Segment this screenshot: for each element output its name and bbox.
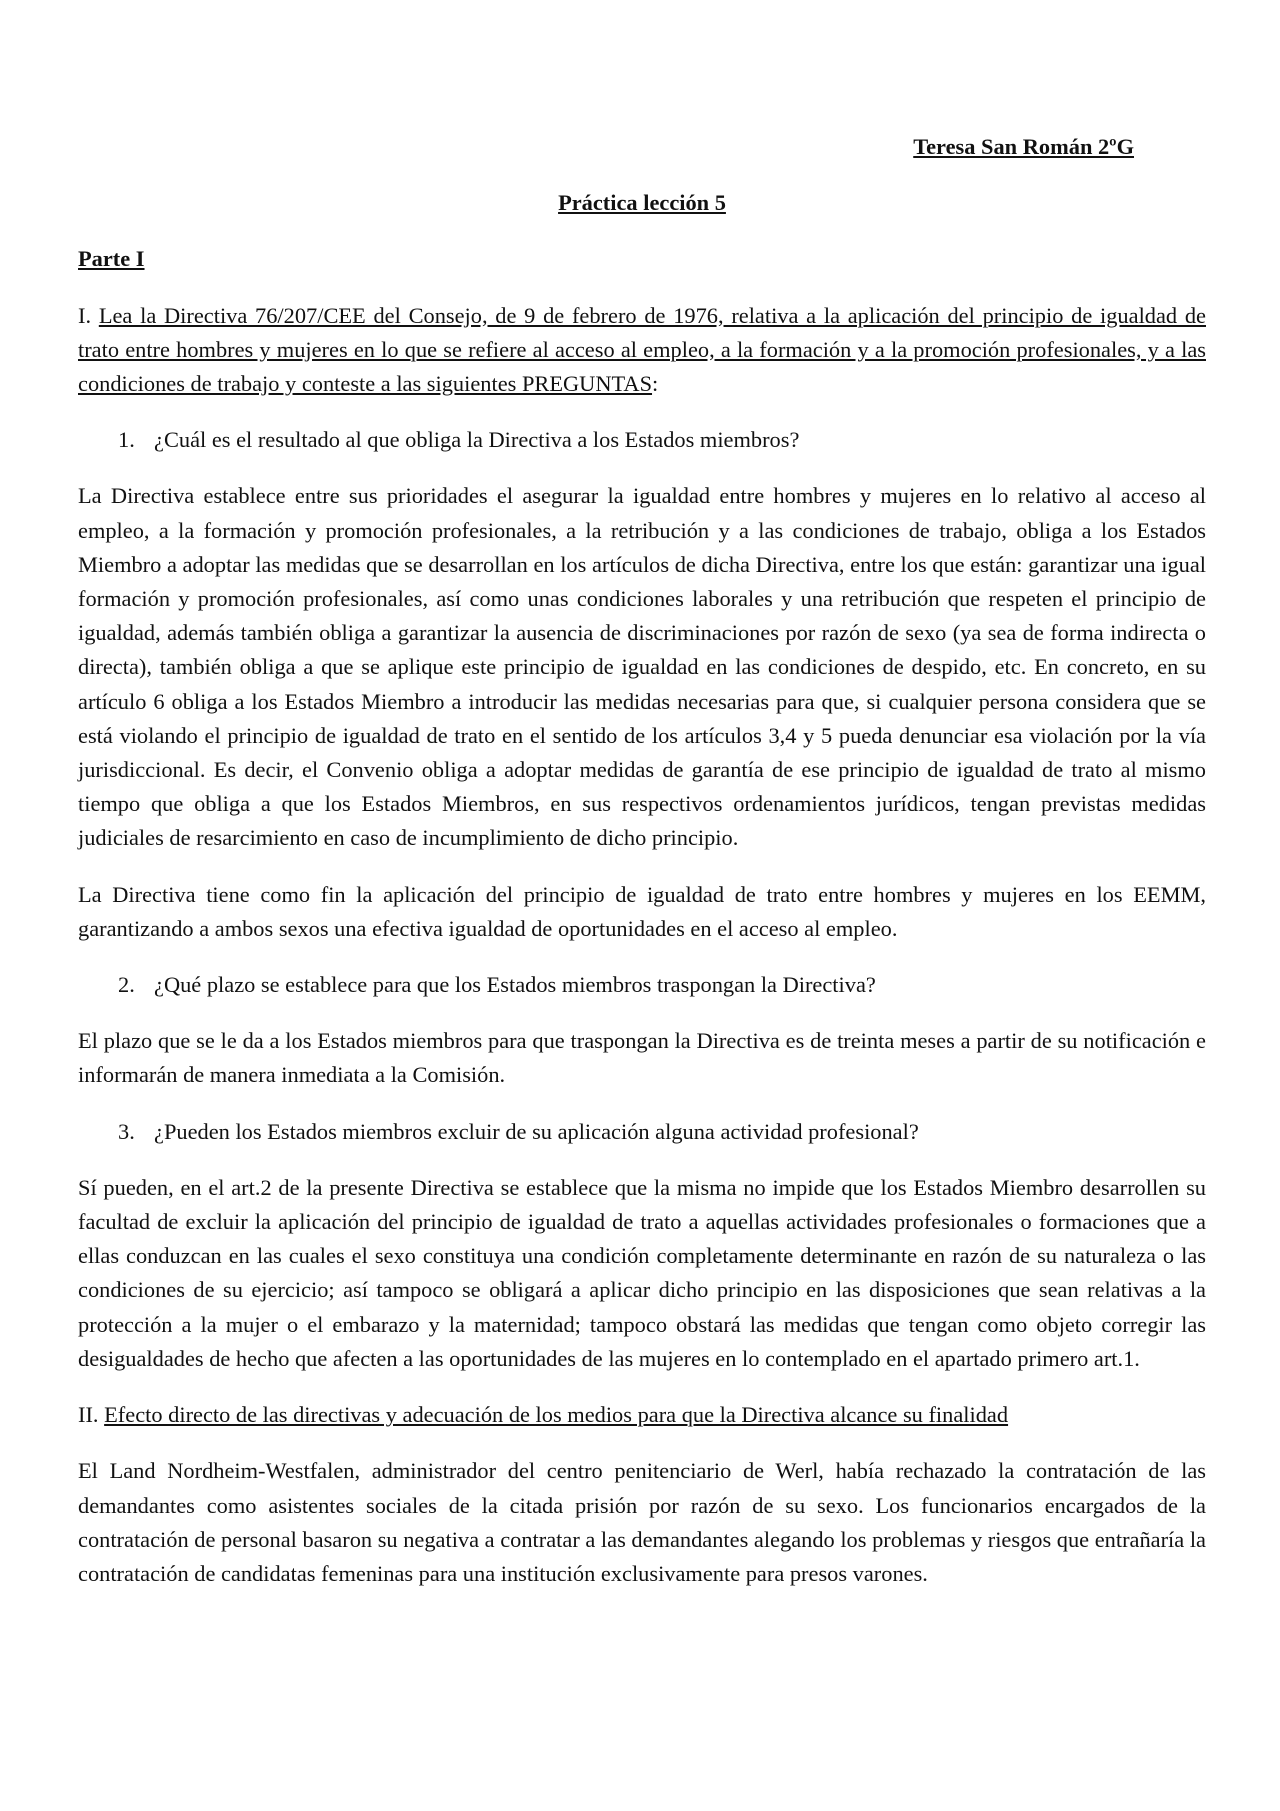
- author-name: Teresa San Román 2ºG: [913, 134, 1134, 159]
- question-1: [78, 423, 1206, 457]
- section1-prompt-text: Lea la Directiva 76/207/CEE del Consejo, de 9 de febrero de 1976, relativa a la aplicación del principio de igualdad de trato entre hombres y mujeres en lo que se refiere al acceso al empleo, a la formación y a la promoción profesionales, y a las condiciones de trabajo y conteste a las siguientes PREGUNTAS: [78, 302, 1206, 397]
- section2-heading-text: Efecto directo de las directivas y adecuación de los medios para que la Directiva alcance su finalidad: [104, 1402, 1009, 1428]
- answer-paragraph: La Directiva establece entre sus prioridades el asegurar la igualdad entre hombres y mujeres en lo relativo al acceso al empleo, a la formación y promoción profesionales, a la retribución y a las condiciones de trabajo, obliga a los Estados Miembro a adoptar las medidas que se desarrollan en los artículos de dicha Directiva, entre los que están: garantizar una igual formación y promoción profesionales, así como unas condiciones laborales y una retribución que respeten el principio de igualdad, además también obliga a garantizar la ausencia de discriminaciones por razón de sexo (ya sea de forma indirecta o directa), también obliga a que se aplique este principio de igualdad en las condiciones de despido, etc. En concreto, en su artículo 6 obliga a los Estados Miembro a introducir las medidas necesarias para que, si cualquier persona considera que se está violando el principio de igualdad de trato en el sentido de los artículos 3,4 y 5 pueda denunciar esa violación por la vía jurisdiccional. Es decir, el Convenio obliga a adoptar medidas de garantía de ese principio de igualdad de trato al mismo tiempo que obliga a que los Estados Miembros, en sus respectivos ordenamientos jurídicos, tengan previstas medidas judiciales de resarcimiento en caso de incumplimiento de dicho principio.: [78, 483, 1206, 851]
- question-text: ¿Pueden los Estados miembros excluir de su aplicación alguna actividad profesional?: [154, 1118, 919, 1144]
- answer-paragraph: Sí pueden, en el art.2 de la presente Directiva se establece que la misma no impide que los Estados Miembro desarrollen su facultad de excluir la aplicación del principio de igualdad de trato a aquellas actividades profesionales o formaciones que a ellas conduzcan en las cuales el sexo constituya una condición completamente determinante en razón de su naturaleza o las condiciones de su ejercicio; así tampoco se obligará a aplicar dicho principio en las disposiciones que sean relativas a la protección a la mujer o el embarazo y la maternidad; tampoco obstará las medidas que tengan como objeto corregir las desigualdades de hecho que afecten a las oportunidades de las mujeres en lo contemplado en el apartado primero art.1.: [78, 1174, 1206, 1371]
- section1-numeral: I.: [78, 302, 92, 328]
- question-number: 2.: [118, 972, 135, 998]
- question-2: [78, 968, 1206, 1002]
- part-heading: Parte I: [78, 246, 145, 272]
- section1-prompt-end: :: [652, 371, 659, 397]
- section1-prompt: [78, 299, 1206, 402]
- document-page: [78, 130, 1206, 1613]
- section2-heading: [78, 1398, 1206, 1432]
- section2-numeral: II.: [78, 1402, 99, 1428]
- question-3: [78, 1115, 1206, 1149]
- answer-paragraph: El plazo que se le da a los Estados miembros para que traspongan la Directiva es de treinta meses a partir de su notificación e informarán de manera inmediata a la Comisión.: [78, 1028, 1206, 1088]
- answer-paragraph: La Directiva tiene como fin la aplicación del principio de igualdad de trato entre hombres y mujeres en los EEMM, garantizando a ambos sexos una efectiva igualdad de oportunidades en el acceso al empleo.: [78, 881, 1206, 941]
- section2-paragraph: El Land Nordheim-Westfalen, administrador del centro penitenciario de Werl, había rechazado la contratación de las demandantes como asistentes sociales de la citada prisión por razón de su sexo. Los funcionarios encargados de la contratación de personal basaron su negativa a contratar a las demandantes alegando los problemas y riesgos que entrañaría la contratación de candidatas femeninas para una institución exclusivamente para presos varones.: [78, 1458, 1206, 1586]
- question-number: 1.: [118, 427, 135, 453]
- document-title: Práctica lección 5: [558, 190, 726, 216]
- question-text: ¿Qué plazo se establece para que los Estados miembros traspongan la Directiva?: [154, 972, 876, 998]
- question-text: ¿Cuál es el resultado al que obliga la Directiva a los Estados miembros?: [154, 427, 800, 453]
- question-number: 3.: [118, 1118, 135, 1144]
